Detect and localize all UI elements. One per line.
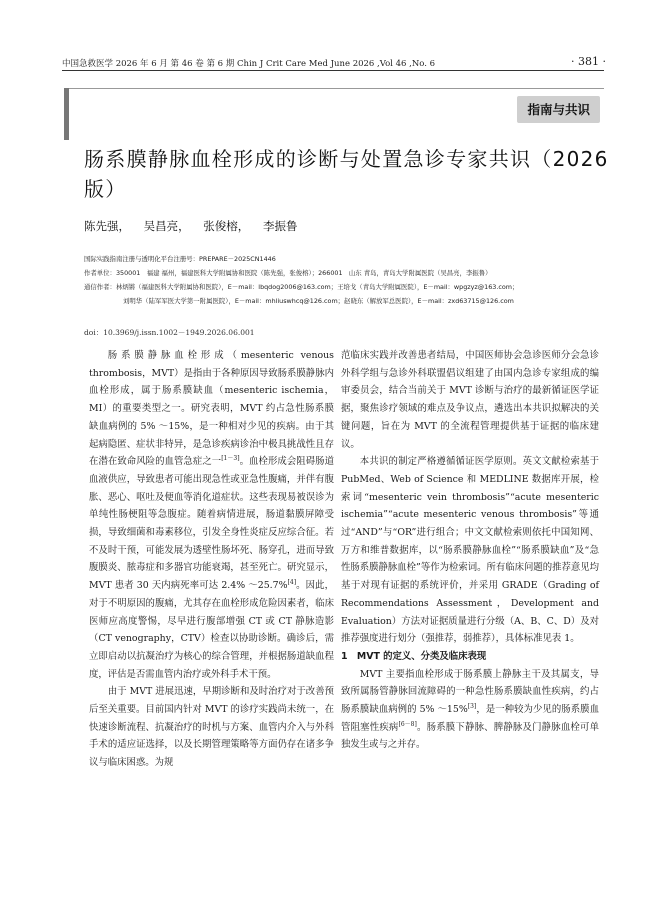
journal-citation-line: 中国急救医学 2026 年 6 月 第 46 卷 第 6 期 Chin J Crit Care Med June 2026 ,Vol 46 ,No. 6	[62, 59, 436, 69]
section-label: 指南与共识	[517, 96, 600, 123]
article-title: 肠系膜静脉血栓形成的诊断与处置急诊专家共识（2026 版）	[84, 147, 609, 201]
doi: doi：10.3969/j.issn.1002－1949.2026.06.001	[84, 328, 255, 337]
paragraph: MVT 主要指血栓形成于肠系膜上静脉主干及其属支，导致所属肠管静脉回流障碍的一种急性肠系膜缺血性疾病，约占肠系膜缺血病例的 5% ～15%[3]，是一种较为少见的肠系膜血管阻塞性疾病[6－8]。肠系膜下静脉、脾静脉及门静脉血栓可单独发生或与之并存。	[341, 668, 599, 751]
page-number: · 381 ·	[571, 55, 606, 68]
citation: [4]	[287, 579, 297, 587]
article-metadata	[84, 252, 604, 308]
paragraph: 肠系膜静脉血栓形成（mesenteric venous thrombosis，MVT）是指由于各种原因导致肠系膜静脉内血栓形成，属于肠系膜缺血（mesenteric ischemia，MI）的重要类型之一。研究表明，MVT 约占急性肠系膜缺血病例的 5% ～15%，是一种相对少见的疾病。由于其起病隐匿、症状非特异，是急诊疾病诊治中极具挑战性且存在潜在致命风险的血管急症之一[1－3]。血栓形成会阻碍肠道血液供应，导致患者可能出现急性或亚急性腹痛，并伴有腹胀、恶心、呕吐及便血等消化道症状。这些表现易被误诊为单纯性肠梗阻等急腹症。随着病情进展，肠道黏膜屏障受损，导致细菌和毒素移位，引发全身性炎症反应综合征。若不及时干预，可能发展为透壁性肠坏死、肠穿孔，进而导致腹膜炎、脓毒症和多器官功能衰竭，甚至死亡。研究显示，MVT 患者 30 天内病死率可达 2.4% ～25.7%[4]。因此，对于不明原因的腹痛，尤其存在血栓形成危险因素者，临床医师应高度警惕，尽早进行腹部增强 CT 或 CT 静脉造影（CT venography，CTV）检查以协助诊断。确诊后，需立即启动以抗凝治疗为核心的综合管理，并根据肠道缺血程度，评估是否需血管内治疗或外科手术干预。	[89, 350, 334, 680]
title-accent-bar	[64, 88, 69, 140]
corresponding-authors-line-2: 刘明华（陆军军医大学第一附属医院），E－mail：mhliuswhcq@126.com；赵晓东（解放军总医院），E－mail：zxd63715@126.com	[123, 297, 514, 305]
body-column-right	[341, 347, 599, 754]
paragraph: 范临床实践并改善患者结局，中国医师协会急诊医师分会急诊外科学组与急诊外科联盟倡议组建了由国内急诊专家组成的编审委员会，结合当前关于 MVT 诊断与治疗的最新循证医学证据，聚焦诊疗领域的难点及争议点，遴选出本共识拟解决的关键问题，旨在为 MVT 的全流程管理提供基于证据的临床建议。	[341, 350, 599, 450]
title-top-rule	[69, 88, 604, 89]
corresponding-authors-line-1: 通信作者：林炳锵（福建医科大学附属协和医院），E－mail：lbqdog2006@163.com；王培戈（青岛大学附属医院），E－mail：wpgzyz@163.com；	[84, 283, 519, 291]
header-rule	[62, 70, 604, 71]
paragraph: 本共识的制定严格遵循循证医学原则。英文文献检索基于 PubMed、Web of Science 和 MEDLINE 数据库开展，检索词“mesenteric vein thrombosis”“acute mesenteric ischemia”“acute mesenteric venous thrombosis”等通过“AND”与“OR”进行组合；中文文献检索则依托中国知网、万方和维普数据库，以“肠系膜静脉血栓”“肠系膜缺血”及“急性肠系膜静脉血栓”等作为检索词。所有临床问题的推荐意见均基于对现有证据的系统评价，并采用 GRADE（Grading of Recommendations Assessment，Development and Evaluation）方法对证据质量进行分级（A、B、C、D）及对推荐强度进行划分（强推荐，弱推荐），具体标准见表 1。	[341, 456, 599, 645]
citation: [1－3]	[221, 455, 240, 463]
author-affiliation: 作者单位：350001 福建 福州，福建医科大学附属协和医院（陈先强，张俊榕）；266001 山东 青岛，青岛大学附属医院（吴昌亮，李振鲁）	[84, 269, 492, 277]
paragraph: 由于 MVT 进展迅速，早期诊断和及时治疗对于改善预后至关重要。目前国内针对 MVT 的诊疗实践尚未统一，在快速诊断流程、抗凝治疗的时机与方案、血管内介入与外科手术的适应证选择，以及长期管理策略等方面仍存在诸多争议与临床困惑。为规	[89, 686, 334, 769]
author-list: 陈先强， 吴昌亮， 张俊榕， 李振鲁	[84, 219, 298, 233]
section-heading: 1 MVT 的定义、分类及临床表现	[341, 650, 487, 662]
body-column-left	[89, 347, 334, 772]
citation: [6－8]	[398, 720, 417, 728]
citation: [3]	[467, 702, 477, 710]
running-header	[62, 55, 606, 69]
registration-number: 国际实践指南注册与透明化平台注册号：PREPARE－2025CN1446	[84, 255, 276, 263]
